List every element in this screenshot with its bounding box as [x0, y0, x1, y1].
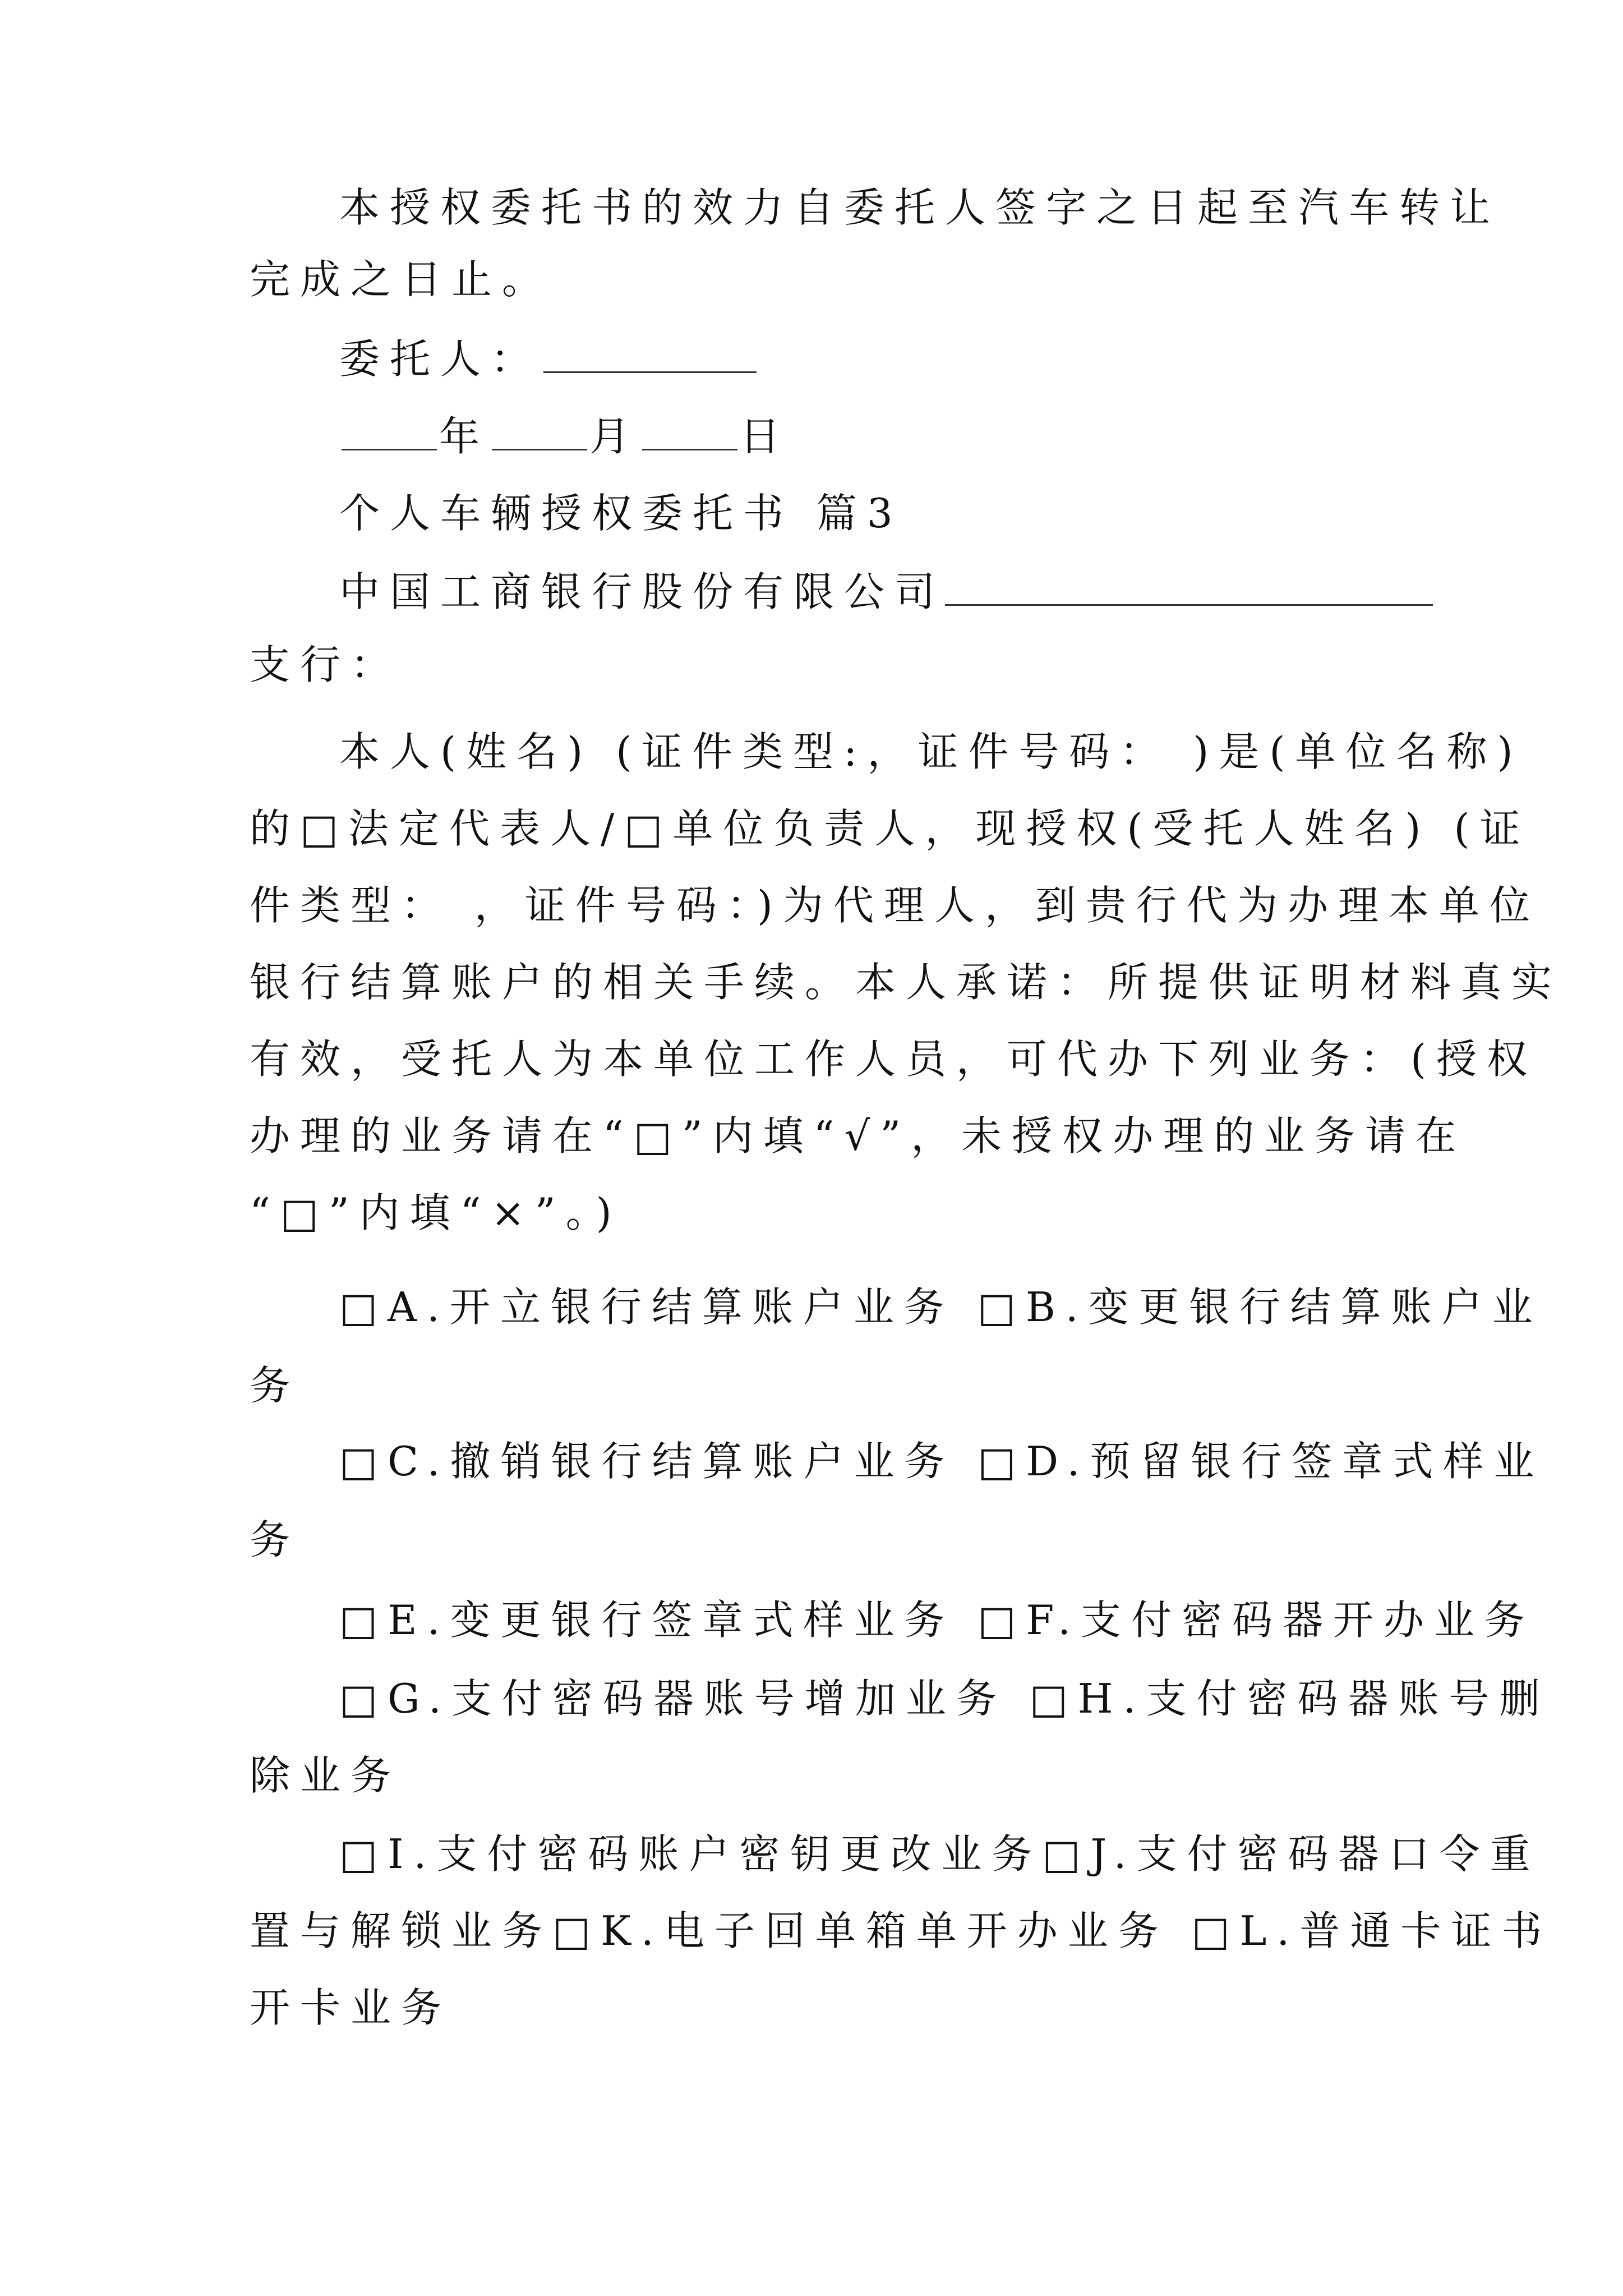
option-ef-line-1: □E.变更银行签章式样业务 □F.支付密码器开办业务: [339, 1596, 1536, 1644]
signature-blank: [543, 338, 757, 373]
branch-blank: [945, 570, 1433, 606]
year-blank: [342, 415, 437, 450]
year-label: 年: [439, 413, 490, 460]
day-label: 日: [740, 413, 791, 460]
body-line-2: 的□法定代表人/□单位负责人，现授权(受托人姓名) (证: [250, 805, 1530, 852]
month-label: 月: [589, 413, 640, 460]
option-ab-line-2: 务: [250, 1362, 301, 1409]
bank-name: 中国工商银行股份有限公司: [339, 568, 946, 615]
validity-clause-line-2: 完成之日止。: [250, 256, 553, 303]
body-line-6: 办理的业务请在“□”内填“√”，未授权办理的业务请在: [250, 1112, 1467, 1159]
date-line: [339, 408, 790, 464]
signature-label: 委托人：: [339, 335, 542, 383]
option-ab-line-1: □A.开立银行结算账户业务 □B.变更银行结算账户业: [339, 1283, 1543, 1331]
day-blank: [642, 415, 737, 450]
month-blank: [492, 415, 587, 450]
section-title: 个人车辆授权委托书 篇3: [339, 490, 903, 537]
option-ijkl-line-1: □I.支付密码账户密钥更改业务□J.支付密码器口令重: [339, 1830, 1541, 1878]
body-line-3: 件类型： ，证件号码：)为代理人，到贵行代为办理本单位: [250, 882, 1540, 929]
option-gh-line-2: 除业务: [250, 1752, 402, 1799]
validity-clause-line-1: 本授权委托书的效力自委托人签字之日起至汽车转让: [339, 184, 1501, 231]
body-line-5: 有效，受托人为本单位工作人员，可代办下列业务：(授权: [250, 1036, 1538, 1083]
option-ijkl-line-3: 开卡业务: [250, 1984, 452, 2031]
signature-line: [339, 331, 759, 387]
body-line-1: 本人(姓名) (证件类型:，证件号码： )是(单位名称): [339, 728, 1523, 775]
option-cd-line-1: □C.撤销银行结算账户业务 □D.预留银行签章式样业: [339, 1438, 1544, 1485]
bank-address-suffix: 支行：: [250, 641, 402, 688]
body-line-4: 银行结算账户的相关手续。本人承诺：所提供证明材料真实: [250, 959, 1562, 1006]
option-gh-line-1: □G.支付密码器账号增加业务 □H.支付密码器账号删: [339, 1675, 1550, 1722]
body-line-7: “□”内填“×”。): [250, 1189, 622, 1236]
bank-address-line: [339, 564, 1435, 620]
option-cd-line-2: 务: [250, 1516, 301, 1563]
option-ijkl-line-2: 置与解锁业务□K.电子回单箱单开办业务 □L.普通卡证书: [250, 1907, 1552, 1954]
